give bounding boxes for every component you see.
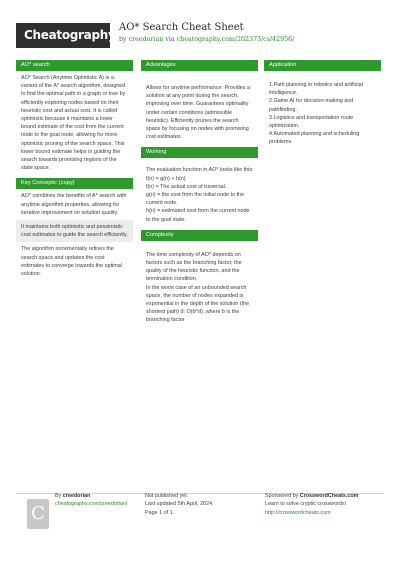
working-line: The evaluation function in AO* looks like this: (146, 167, 254, 174)
application-line: 2.Game AI for decision-making and pathfinding. (269, 98, 354, 113)
footer-author (55, 492, 127, 509)
page-subtitle (119, 36, 294, 43)
footer-sponsored-by: Sponsored by (265, 493, 299, 499)
section-title: Advantages (141, 60, 258, 71)
section-lines (264, 71, 381, 150)
section-paragraphs (141, 241, 258, 328)
working-line: f(n) = The actual cost of traversal. (146, 183, 227, 190)
footer-meta (145, 492, 214, 517)
section-key-concepts (16, 178, 133, 281)
section-paragraph: The algorithm incrementally refines the search space and updates the cost estimates to converge towards the optimal solution. (21, 246, 122, 278)
application-line: 1.Path planning in robotics and artificial intelligence. (269, 82, 363, 97)
section-title: Complexity (141, 230, 258, 241)
author-avatar[interactable]: C (27, 499, 49, 529)
application-line: 4.Automated planning and scheduling problems. (269, 131, 360, 146)
working-line: f(n) = g(n) + h(n) (146, 175, 186, 182)
section-working (141, 147, 258, 226)
complexity-paragraph: In the worst case of an unbounded search space, the number of nodes expanded is exponential in the depth of the solution (the shortest path) d: O(b^d), where b is the branching factor (146, 284, 250, 324)
footer-author-name[interactable]: creedorian (62, 493, 91, 499)
working-line: h(n) = estimated cost from the current node to the goal state. (146, 208, 250, 223)
section-application (264, 60, 381, 150)
footer-sponsor-text: Learn to solve cryptic crosswords! (265, 501, 347, 508)
application-line: 3.Logistics and transportation route optimization. (269, 114, 354, 130)
footer-by: By (55, 493, 62, 499)
footer-sponsor-link[interactable]: http://crosswordcheats.com (265, 509, 331, 516)
section-text: AO* Search (Anytime Optimistic A) is a variant of the A* search algorithm, designed to find the optimal path in a graph or tree by efficiently exploring nodes based on their heuristic cost and actual cost. It is called optimistic because it maintains a lower bound estimate of the cost from the current node to the goal node, allowing for more optimistic pruning of the search space. This lower bound estimate helps in guiding the search towards promising regions of the state space. (21, 75, 126, 172)
column-1 (16, 60, 133, 281)
section-paragraph: AO* combines the benefits of A* search with anytime algorithm properties, allowing for iterative improvement on solution quality. (21, 193, 127, 216)
section-title: AO* search (16, 60, 133, 71)
section-advantages (141, 60, 258, 144)
section-lines (141, 158, 258, 226)
footer-sponsor-name[interactable]: CrosswordCheats.com (299, 493, 359, 499)
page-title: AO* Search Cheat Sheet (119, 22, 244, 33)
subtitle-via: via (165, 36, 175, 43)
cheatography-logo[interactable]: Cheatography (16, 23, 110, 48)
section-title: Application (264, 60, 381, 71)
section-title: Working (141, 147, 258, 158)
section-ao-search (16, 60, 133, 175)
footer-updated: Last updated 5th April, 2024. (145, 501, 214, 508)
footer-author-link[interactable]: cheatography.com/creedorian/ (55, 501, 128, 508)
column-3 (264, 60, 381, 150)
footer-published: Not published yet. (145, 493, 189, 499)
sheet-url-link[interactable]: cheatography.com/202373/cs/42956/ (176, 36, 295, 43)
complexity-paragraph: The time complexity of AO* depends on factors such as the branching factor, the quality of the heuristic function, and the termination condition. (146, 251, 242, 283)
section-text: Allows for anytime performance: Provides a solution at any point during the search, improving over time. Guarantees optimality under certain conditions (admissible heuristic). Efficiently prunes the search space by focusing on nodes with promising cost estimates. (146, 85, 250, 141)
column-2 (141, 60, 258, 328)
working-line: g(n) = the cost from the initial node to the current node. (146, 192, 245, 207)
page-header (0, 0, 400, 62)
author-link[interactable]: creedorian (128, 36, 164, 43)
subtitle-by: by (119, 36, 127, 43)
section-complexity (141, 230, 258, 328)
footer-sponsor (265, 492, 358, 517)
section-paragraph: It maintains both optimistic and pessimistic cost estimates to guide the search efficiently. (16, 220, 133, 242)
footer-page: Page 1 of 1. (145, 509, 175, 516)
section-title: Key Concepts: (copy) (16, 178, 133, 189)
